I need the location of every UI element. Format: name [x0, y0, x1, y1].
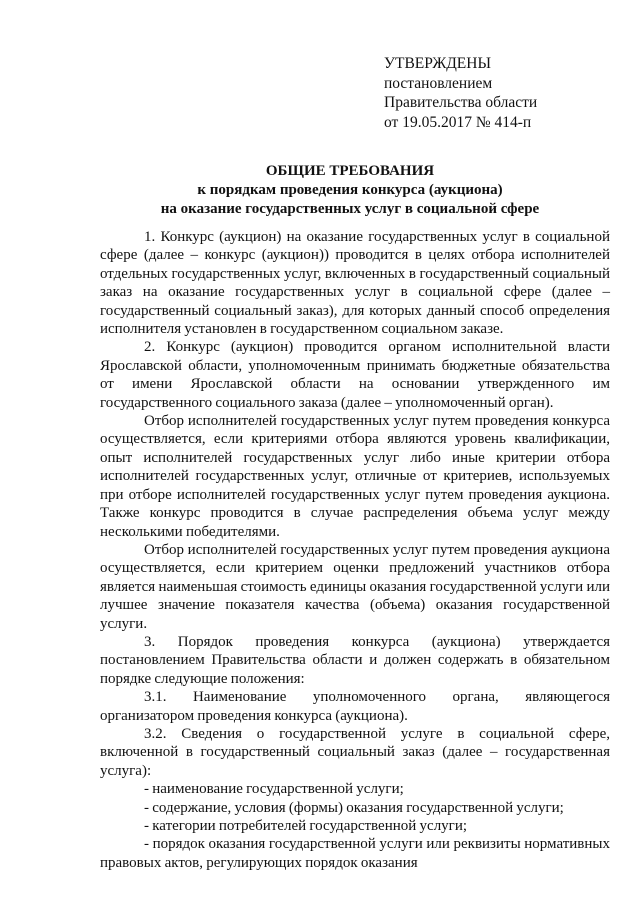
paragraph-auction-selection: Отбор исполнителей государственных услуг путем проведения аукциона осуществляется, если критерием оценки предложений участников отбора является наименьшая стоимость единицы оказания государственной услуги или лучшее значение показателя качества (объема) оказания государственной услуги.	[100, 541, 610, 632]
paragraph-3: 3. Порядок проведения конкурса (аукциона) утверждается постановлением Правительства области и должен содержать в обязательном порядке следующие положения:	[100, 633, 610, 687]
list-item-service-name: - наименование государственной услуги;	[144, 781, 404, 798]
approval-stamp	[384, 54, 537, 132]
list-item-service-content: - содержание, условия (формы) оказания государственной услуги;	[144, 799, 564, 816]
paragraph-1: 1. Конкурс (аукцион) на оказание государственных услуг в социальной сфере (далее – конкурс (аукцион)) проводится в целях отбора исполнителей отдельных государственных услуг, включенных в государственный социальный заказ на оказание государственных услуг в социальной сфере (далее – государственный социальный заказ), для которых данный способ определения исполнителя установлен в государственном социальном заказе.	[100, 229, 610, 338]
approval-line-government: Правительства области	[384, 94, 538, 111]
title-line-2: к порядкам проведения конкурса (аукциона)	[197, 182, 503, 198]
document-body	[100, 228, 610, 872]
document-title	[60, 162, 640, 219]
title-line-1: ОБЩИЕ ТРЕБОВАНИЯ	[265, 163, 435, 179]
paragraph-3-1: 3.1. Наименование уполномоченного органа, являющегося организатором проведения конкурса (аукциона).	[100, 689, 610, 724]
list-item-service-procedure: - порядок оказания государственной услуги или реквизиты нормативных правовых актов, регулирующих порядок оказания	[100, 836, 610, 871]
approval-line-resolution: постановлением	[384, 74, 493, 92]
list-item-consumer-categories: - категории потребителей государственной услуги;	[144, 818, 468, 834]
paragraph-competition-selection: Отбор исполнителей государственных услуг путем проведения конкурса осуществляется, если критериями отбора являются уровень квалификации, опыт исполнителей государственных услуг либо иные критерии отбора исполнителей государственных услуг, отличные от критериев, используемых при отборе исполнителей государственных услуг путем проведения аукциона. Также конкурс проводится в случае распределения объема услуг между несколькими победителями.	[100, 413, 610, 540]
paragraph-2: 2. Конкурс (аукцион) проводится органом исполнительной власти Ярославской области, уполномоченным принимать бюджетные обязательства от имени Ярославской области на основании утвержденного им государственного социального заказа (далее – уполномоченный орган).	[100, 339, 610, 411]
approval-line-date-number: от 19.05.2017 № 414-п	[384, 113, 532, 131]
title-line-3: на оказание государственных услуг в социальной сфере	[160, 201, 540, 217]
approval-heading: УТВЕРЖДЕНЫ	[384, 55, 491, 72]
paragraph-3-2: 3.2. Сведения о государственной услуге в социальной сфере, включенной в государственный социальный заказ (далее – государственная услуга):	[100, 725, 610, 779]
